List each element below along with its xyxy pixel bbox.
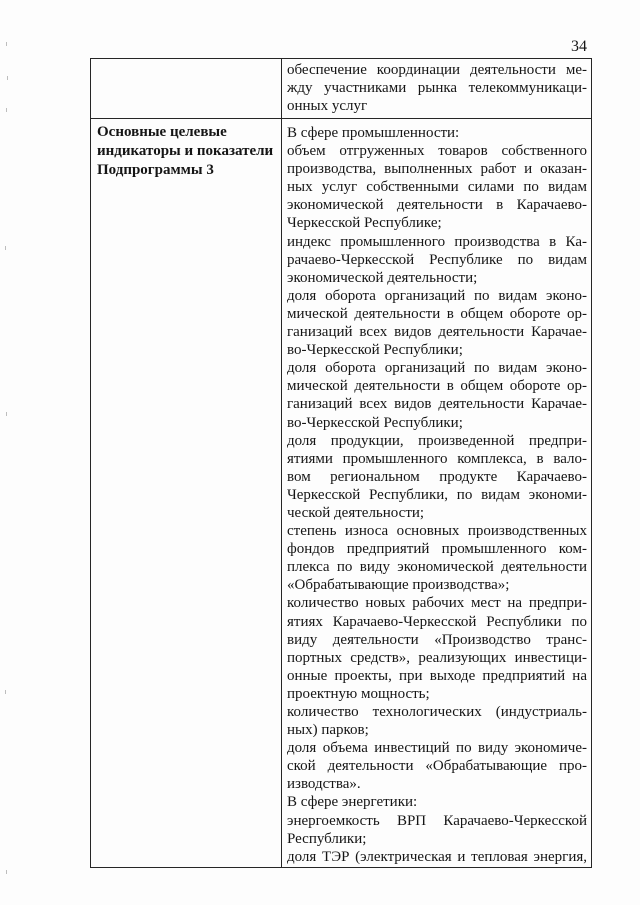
- text-line: [287, 414, 587, 432]
- text-line: [287, 486, 587, 504]
- scan-mark: [6, 108, 7, 112]
- scan-mark: [7, 76, 8, 80]
- line-text: фондов предприятий промышленного ком-: [287, 541, 587, 558]
- line-text: во-Черкесской Республики;: [287, 342, 463, 359]
- text-line: [287, 233, 587, 251]
- text-line: [287, 178, 587, 196]
- line-text: обеспечение координации деятельности ме-: [287, 62, 587, 78]
- text-line: [287, 160, 587, 178]
- line-text: ганизаций всех видов деятельности Карачае-: [287, 324, 587, 341]
- line-text: мической деятельности в общем обороте ор-: [287, 305, 587, 322]
- text-line: [287, 757, 587, 775]
- line-text: виду деятельности «Производство транс-: [287, 631, 587, 648]
- page-number: 34: [571, 38, 587, 55]
- scan-mark: [6, 870, 7, 874]
- text-line: [287, 739, 587, 757]
- line-text: ных) парков;: [287, 722, 369, 739]
- line-text: количество новых рабочих мест на предпри-: [287, 595, 587, 612]
- text-line: [287, 377, 587, 395]
- line-text: ской деятельности «Обрабатывающие про-: [287, 758, 587, 775]
- text-line: [287, 287, 587, 305]
- text-line: [287, 305, 587, 323]
- text-line: [287, 61, 587, 79]
- text-line: [287, 97, 587, 115]
- text-line: [287, 142, 587, 160]
- indicator-item: [287, 594, 587, 703]
- table-row: [91, 118, 591, 867]
- indicators-table: [90, 58, 592, 868]
- text-line: [287, 359, 587, 377]
- text-line: [287, 450, 587, 468]
- text-line: [287, 522, 587, 540]
- text-line: [287, 468, 587, 486]
- line-text: индекс промышленного производства в Ка-: [287, 233, 587, 250]
- indicator-item: [287, 812, 587, 848]
- text-line: [287, 667, 587, 685]
- row-label-cell: [91, 119, 282, 867]
- scan-mark: [6, 42, 7, 46]
- text-line: [287, 848, 587, 866]
- line-text: изводства».: [287, 776, 361, 793]
- indicator-item: [287, 432, 587, 522]
- text-line: [287, 196, 587, 214]
- indicator-item: [287, 703, 587, 739]
- text-line: [287, 830, 587, 848]
- row-label-line: Подпрограммы 3: [97, 162, 214, 178]
- line-text: степень износа основных производственных: [287, 523, 587, 540]
- text-line: [287, 775, 587, 793]
- line-text: В сфере промышленности:: [287, 125, 460, 141]
- line-text: объем отгруженных товаров собственного: [287, 143, 587, 160]
- line-text: ческой деятельности;: [287, 504, 425, 521]
- line-text: портных средств», реализующих инвестици-: [287, 649, 587, 666]
- indicator-item: [287, 848, 587, 866]
- row-label-line: Основные целевые: [97, 124, 227, 140]
- line-text: во-Черкесской Республики;: [287, 414, 463, 431]
- line-text: вом региональном продукте Карачаево-: [287, 468, 587, 485]
- row-label-cell: [91, 59, 282, 118]
- indicator-item: [287, 233, 587, 287]
- row-content-cell: [282, 119, 591, 867]
- line-text: энергоемкость ВРП Карачаево-Черкесской: [287, 812, 587, 829]
- line-text: ных услуг собственными силами по видам: [287, 179, 587, 196]
- text-line: [287, 721, 587, 739]
- line-text: доля оборота организаций по видам эконо-: [287, 287, 587, 304]
- scan-mark: [6, 412, 7, 416]
- text-line: [287, 558, 587, 576]
- line-text: Черкесской Республике;: [287, 215, 442, 232]
- text-line: [287, 432, 587, 450]
- line-text: доля объема инвестиций по виду экономиче-: [287, 740, 587, 757]
- indicator-item: [287, 739, 587, 793]
- line-text: онных услуг: [287, 98, 368, 115]
- text-line: [287, 576, 587, 594]
- text-line: [287, 793, 587, 811]
- indicator-item: [287, 793, 587, 811]
- line-text: количество технологических (индустриаль-: [287, 704, 587, 720]
- line-text: доля ТЭР (электрическая и тепловая энергия,: [287, 848, 587, 865]
- line-text: экономической деятельности в Карачаево-: [287, 197, 587, 214]
- line-text: доля оборота организаций по видам эконо-: [287, 360, 587, 377]
- line-text: В сфере энергетики:: [287, 794, 418, 811]
- text-line: [287, 703, 587, 721]
- text-line: [287, 341, 587, 359]
- line-text: проектную мощность;: [287, 685, 430, 702]
- text-line: [287, 504, 587, 522]
- line-text: жду участниками рынка телекоммуникаци-: [287, 80, 587, 97]
- scan-mark: [5, 246, 6, 250]
- scan-mark: [5, 690, 6, 694]
- row-content-cell: [282, 59, 591, 118]
- line-text: ятиях Карачаево-Черкесской Республики по: [287, 613, 588, 630]
- line-text: ганизаций всех видов деятельности Карачае-: [287, 396, 587, 413]
- text-line: [287, 594, 587, 612]
- indicator-item: [287, 287, 587, 359]
- indicator-item: [287, 359, 587, 431]
- line-text: ятиями промышленного комплекса, в вало-: [287, 450, 587, 467]
- indicator-item: [287, 522, 587, 594]
- line-text: рачаево-Черкесской Республике по видам: [287, 251, 587, 268]
- text-line: [287, 79, 587, 97]
- line-text: плекса по виду экономической деятельности: [287, 559, 587, 576]
- indicator-item: [287, 61, 587, 115]
- text-line: [287, 540, 587, 558]
- line-text: мической деятельности в общем обороте ор-: [287, 378, 587, 395]
- indicator-item: [287, 142, 587, 232]
- text-line: [287, 395, 587, 413]
- row-label-line: индикаторы и показатели: [97, 143, 274, 159]
- line-text: Республики;: [287, 830, 367, 847]
- text-line: [287, 685, 587, 703]
- text-line: [287, 124, 587, 142]
- text-line: [287, 631, 587, 649]
- text-line: [287, 251, 587, 269]
- text-line: [287, 649, 587, 667]
- line-text: производства, выполненных работ и оказан-: [287, 161, 587, 178]
- line-text: онные проекты, при выходе предприятий на: [287, 667, 587, 684]
- line-text: экономической деятельности;: [287, 269, 478, 286]
- indicator-item: [287, 124, 587, 142]
- line-text: доля продукции, произведенной предпри-: [287, 432, 587, 449]
- text-line: [287, 812, 587, 830]
- text-line: [287, 613, 587, 631]
- text-line: [287, 323, 587, 341]
- line-text: «Обрабатывающие производства»;: [287, 577, 510, 594]
- text-line: [287, 269, 587, 287]
- table-row: [91, 59, 591, 118]
- line-text: Черкесской Республики, по видам экономи-: [287, 486, 587, 503]
- text-line: [287, 214, 587, 232]
